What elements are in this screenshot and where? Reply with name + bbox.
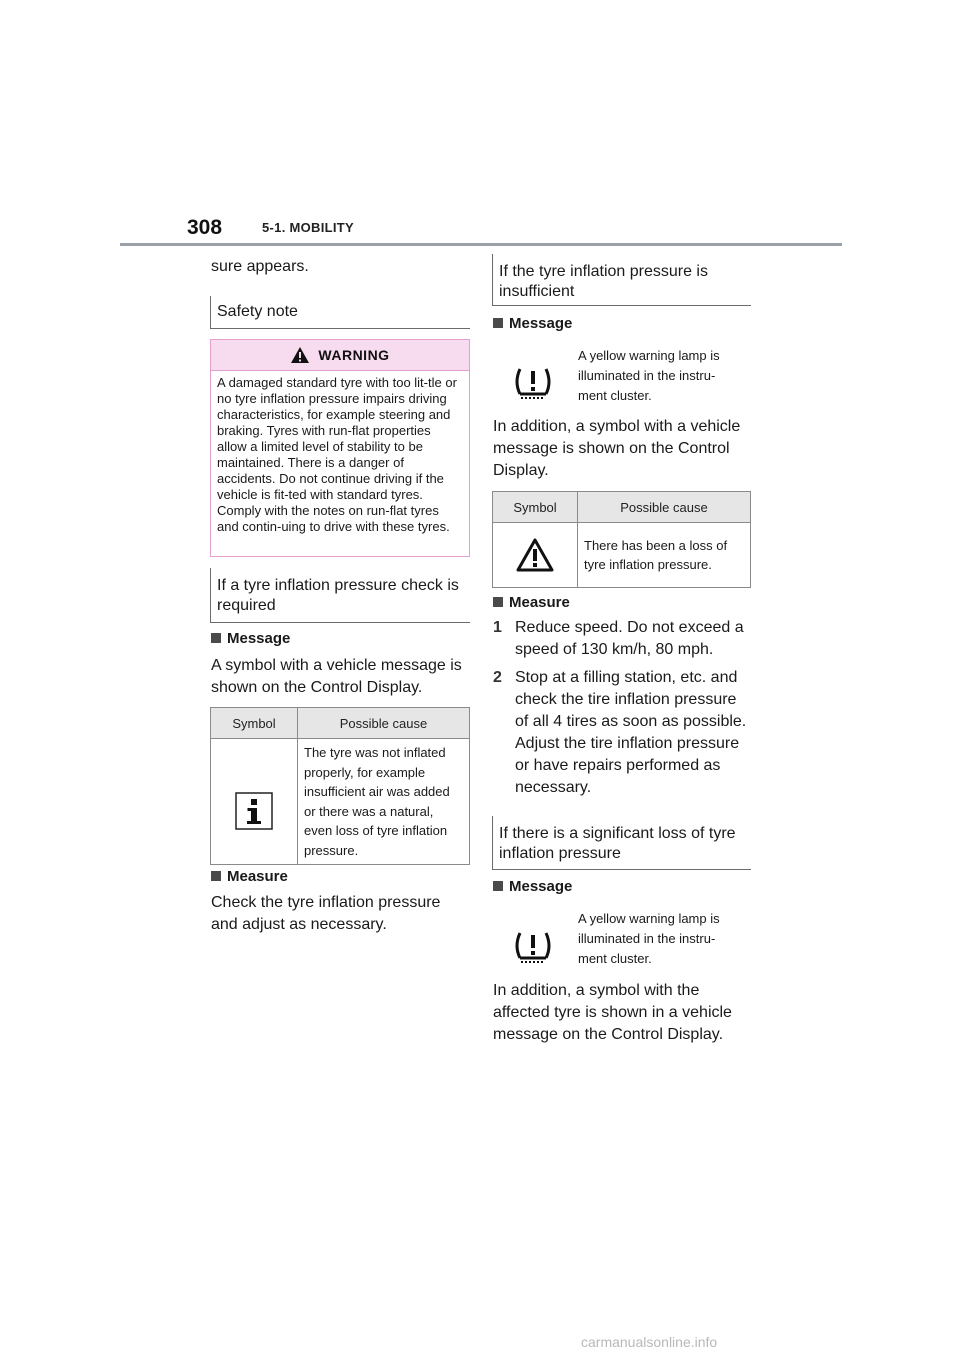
safety-note-heading (210, 296, 470, 329)
message-subheading-3 (493, 878, 572, 895)
bullet-square-icon (211, 633, 221, 643)
significant-loss-heading (492, 816, 751, 870)
warning-box (210, 339, 470, 557)
measure-label: Measure (227, 868, 288, 885)
symbol-table-right (492, 491, 751, 588)
warning-text: A damaged standard tyre with too lit-tle or no tyre inflation pressure impairs driving characteristics, for example steering and braking. Tyres with run-flat properties allow a limited level of stability to be maintained. There is a danger of accidents. Do not continue driving if the vehicle is fit-ted with standard tyres. Comply with the notes on run-flat tyres and contin-uing to drive with these tyres. (217, 375, 457, 534)
insufficient-heading (492, 254, 751, 306)
col-cause: Possible cause (578, 492, 751, 523)
significant-loss-label: If there is a significant loss of tyre inflation pressure (499, 825, 736, 862)
message-subheading (211, 630, 290, 647)
page-number: 308 (187, 216, 223, 239)
symbol-cell (493, 523, 578, 588)
measure-subheading (211, 868, 288, 885)
message-subheading-2 (493, 315, 572, 332)
watermark-text: carmanualsonline.info (581, 1334, 718, 1350)
measure-label: Measure (509, 594, 570, 611)
symbol-table-left (210, 707, 470, 865)
message-label: Message (509, 878, 573, 895)
lamp-text-2: A yellow warning lamp is illuminated in the instru-ment cluster. (578, 911, 720, 966)
symbol-cell (211, 739, 298, 865)
warning-triangle-icon (516, 538, 554, 578)
cause-cell: There has been a loss of tyre inflation pressure. (578, 523, 751, 588)
tyre-pressure-warning-icon (512, 930, 554, 971)
measure-subheading-2 (493, 594, 570, 611)
steps-list (493, 617, 751, 799)
bullet-square-icon (211, 871, 221, 881)
info-icon (235, 792, 273, 836)
message-label: Message (509, 315, 573, 332)
warning-title: WARNING (318, 347, 390, 363)
lamp-text: A yellow warning lamp is illuminated in the instru-ment cluster. (578, 348, 720, 403)
col-symbol: Symbol (493, 492, 578, 523)
section-title: 5-1. MOBILITY (262, 220, 355, 235)
bullet-square-icon (493, 318, 503, 328)
safety-note-label: Safety note (217, 303, 298, 320)
col-symbol: Symbol (211, 708, 298, 739)
step-item (493, 617, 751, 661)
message-text: A symbol with a vehicle message is shown on the Control Display. (211, 657, 462, 696)
warning-triangle-icon (290, 344, 310, 374)
col-cause: Possible cause (298, 708, 470, 739)
bullet-square-icon (493, 597, 503, 607)
pressure-check-label: If a tyre inflation pressure check is required (217, 577, 459, 614)
step-number: 2 (493, 669, 502, 686)
step-text: Reduce speed. Do not exceed a speed of 130 km/h, 80 mph. (515, 619, 744, 658)
intro-text: sure appears. (211, 258, 309, 275)
cause-cell: The tyre was not inflated properly, for example insufficient air was added or there was a natural, even loss of tyre inflation pressure. (298, 739, 470, 865)
warning-header (211, 340, 469, 371)
measure-text: Check the tyre inflation pressure and adjust as necessary. (211, 894, 441, 933)
insufficient-label: If the tyre inflation pressure is insufficient (499, 263, 708, 300)
bullet-square-icon (493, 881, 503, 891)
header-divider (120, 243, 842, 246)
step-text: Stop at a filling station, etc. and check the tire inflation pressure of all 4 tires as soon as possible. Adjust the tire inflation pressure or have repairs performed as necessary. (515, 669, 747, 796)
message-label: Message (227, 630, 291, 647)
pressure-check-heading (210, 568, 470, 623)
step-number: 1 (493, 619, 502, 636)
tyre-pressure-warning-icon (512, 366, 554, 407)
addition-text-2: In addition, a symbol with the affected tyre is shown in a vehicle message on the Control Display. (493, 982, 732, 1043)
addition-text: In addition, a symbol with a vehicle message is shown on the Control Display. (493, 418, 741, 479)
step-item (493, 667, 751, 799)
